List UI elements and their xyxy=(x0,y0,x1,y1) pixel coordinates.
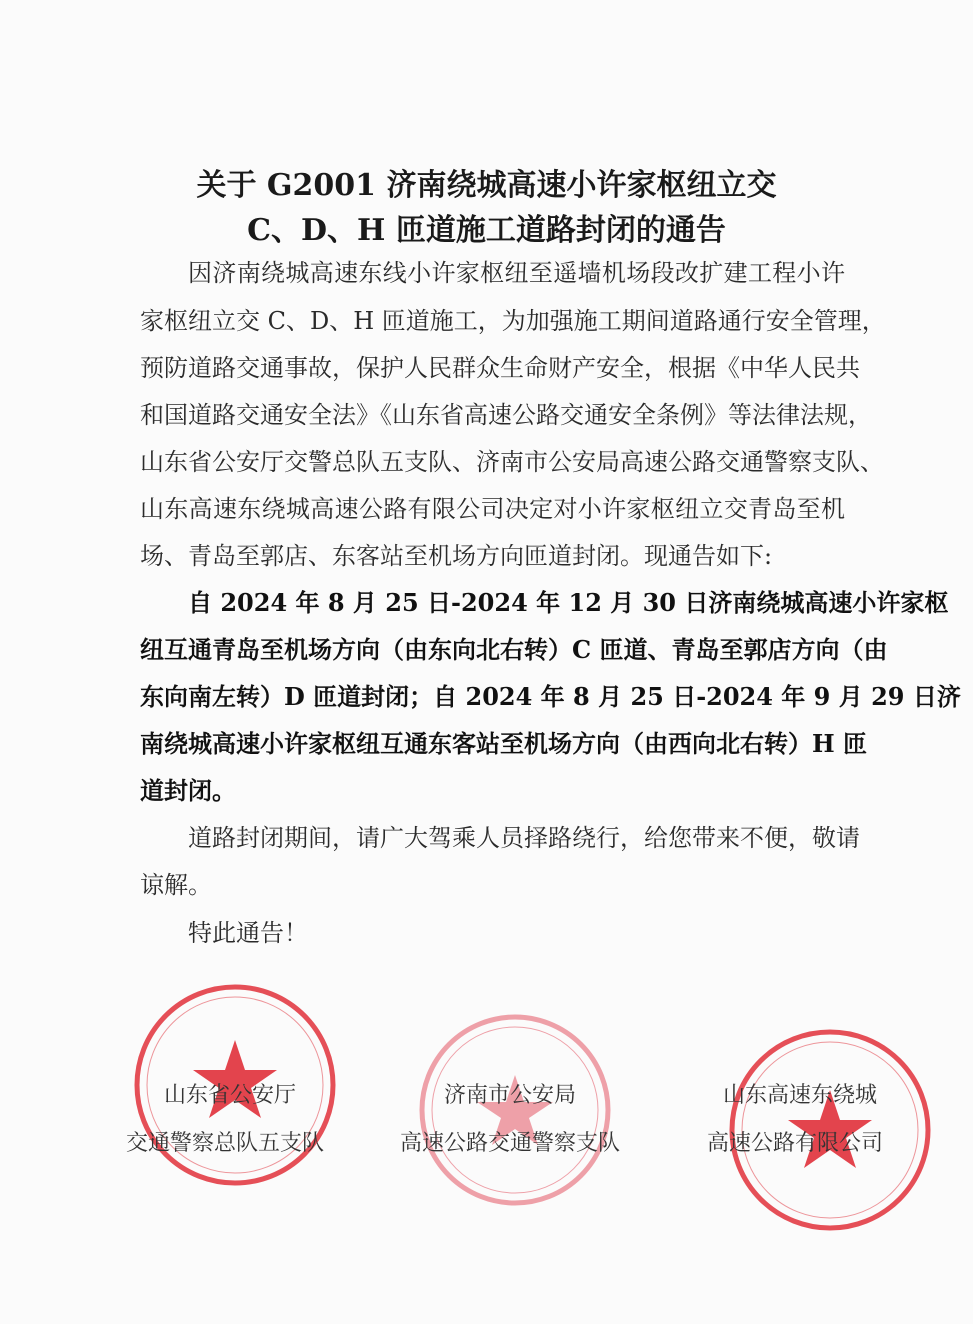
closing-text: 特此通告！ xyxy=(188,919,308,947)
signature-1-line2: 交通警察总队五支队 xyxy=(125,1131,324,1156)
signature-2-line1: 济南市公安局 xyxy=(443,1083,576,1108)
official-seal-2 xyxy=(415,1010,615,1210)
body-line-bold: 东向南左转）D 匝道封闭；自 2024 年 8 月 25 日-2024 年 9 月 29 日济 xyxy=(140,682,961,711)
body-line: 场、青岛至郭店、东客站至机场方向匝道封闭。现通告如下: xyxy=(140,542,773,570)
signature-2-line2: 高速公路交通警察支队 xyxy=(399,1131,620,1156)
body-line: 山东高速东绕城高速公路有限公司决定对小许家枢纽立交青岛至机 xyxy=(140,495,845,523)
body-line: 和国道路交通安全法》《山东省高速公路交通安全条例》等法律法规， xyxy=(140,401,872,429)
notice-title-line1: 关于 G2001 济南绕城高速小许家枢纽立交 xyxy=(196,168,777,203)
body-line: 谅解。 xyxy=(140,871,212,899)
body-line-bold: 道封闭。 xyxy=(140,776,236,805)
body-line: 家枢纽立交 C、D、H 匝道施工，为加强施工期间道路通行安全管理， xyxy=(140,307,886,335)
signature-3-line1: 山东高速东绕城 xyxy=(722,1083,877,1108)
signature-3-line2: 高速公路有限公司 xyxy=(706,1131,883,1156)
body-line-bold: 自 2024 年 8 月 25 日-2024 年 12 月 30 日济南绕城高速小许家枢 xyxy=(188,588,949,617)
notice-title-line2: C、D、H 匝道施工道路封闭的通告 xyxy=(247,213,726,248)
body-line-bold: 南绕城高速小许家枢纽互通东客站至机场方向（由西向北右转）H 匝 xyxy=(140,729,868,758)
body-line: 因济南绕城高速东线小许家枢纽至遥墙机场段改扩建工程小许 xyxy=(188,259,845,287)
body-line: 预防道路交通事故，保护人民群众生命财产安全，根据《中华人民共 xyxy=(140,354,860,382)
body-line: 道路封闭期间，请广大驾乘人员择路绕行，给您带来不便，敬请 xyxy=(188,824,860,852)
body-line: 山东省公安厅交警总队五支队、济南市公安局高速公路交通警察支队、 xyxy=(140,448,884,476)
signature-1-line1: 山东省公安厅 xyxy=(163,1083,296,1108)
body-line-bold: 纽互通青岛至机场方向（由东向北右转）C 匝道、青岛至郭店方向（由 xyxy=(140,635,888,664)
